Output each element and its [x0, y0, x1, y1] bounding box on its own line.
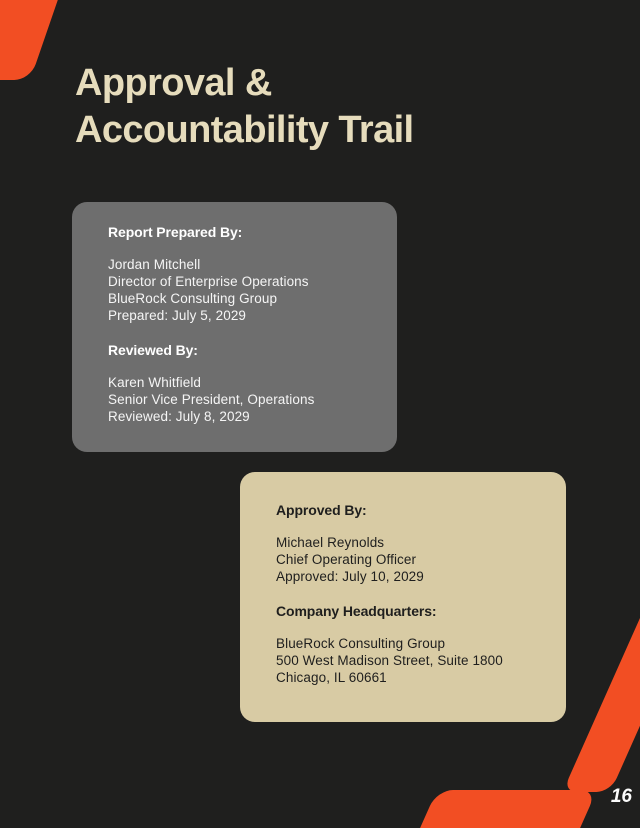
page-title-line1: Approval &	[75, 62, 272, 104]
reviewed-name: Karen Whitfield	[108, 375, 202, 390]
headquarters-street: 500 West Madison Street, Suite 1800	[276, 653, 503, 668]
reviewed-title: Senior Vice President, Operations	[108, 392, 315, 407]
ribbon-accent-upper-shape	[563, 600, 640, 792]
prepared-name: Jordan Mitchell	[108, 257, 201, 272]
approved-name: Michael Reynolds	[276, 535, 385, 550]
reviewed-by-heading: Reviewed By:	[108, 342, 198, 358]
headquarters-city: Chicago, IL 60661	[276, 670, 387, 685]
prepared-by-heading: Report Prepared By:	[108, 224, 243, 240]
prepared-date: Prepared: July 5, 2029	[108, 308, 247, 323]
approved-date: Approved: July 10, 2029	[276, 569, 424, 584]
page-title	[75, 60, 414, 154]
prepared-company: BlueRock Consulting Group	[108, 291, 278, 306]
page-title-line2: Accountability Trail	[75, 109, 414, 151]
prepared-by-details	[108, 256, 361, 324]
reviewed-by-details	[108, 374, 361, 425]
reviewed-date: Reviewed: July 8, 2029	[108, 409, 250, 424]
approved-headquarters-card	[240, 472, 566, 722]
headquarters-company: BlueRock Consulting Group	[276, 636, 446, 651]
corner-accent-shape	[0, 0, 75, 80]
ribbon-accent-lower-shape	[405, 790, 597, 828]
approved-by-details	[276, 534, 530, 585]
headquarters-heading: Company Headquarters:	[276, 603, 437, 619]
prepared-title: Director of Enterprise Operations	[108, 274, 309, 289]
prepared-reviewed-card	[72, 202, 397, 452]
page-number: 16	[610, 786, 632, 807]
approved-title: Chief Operating Officer	[276, 552, 417, 567]
headquarters-details	[276, 635, 530, 686]
approved-by-heading: Approved By:	[276, 502, 367, 518]
